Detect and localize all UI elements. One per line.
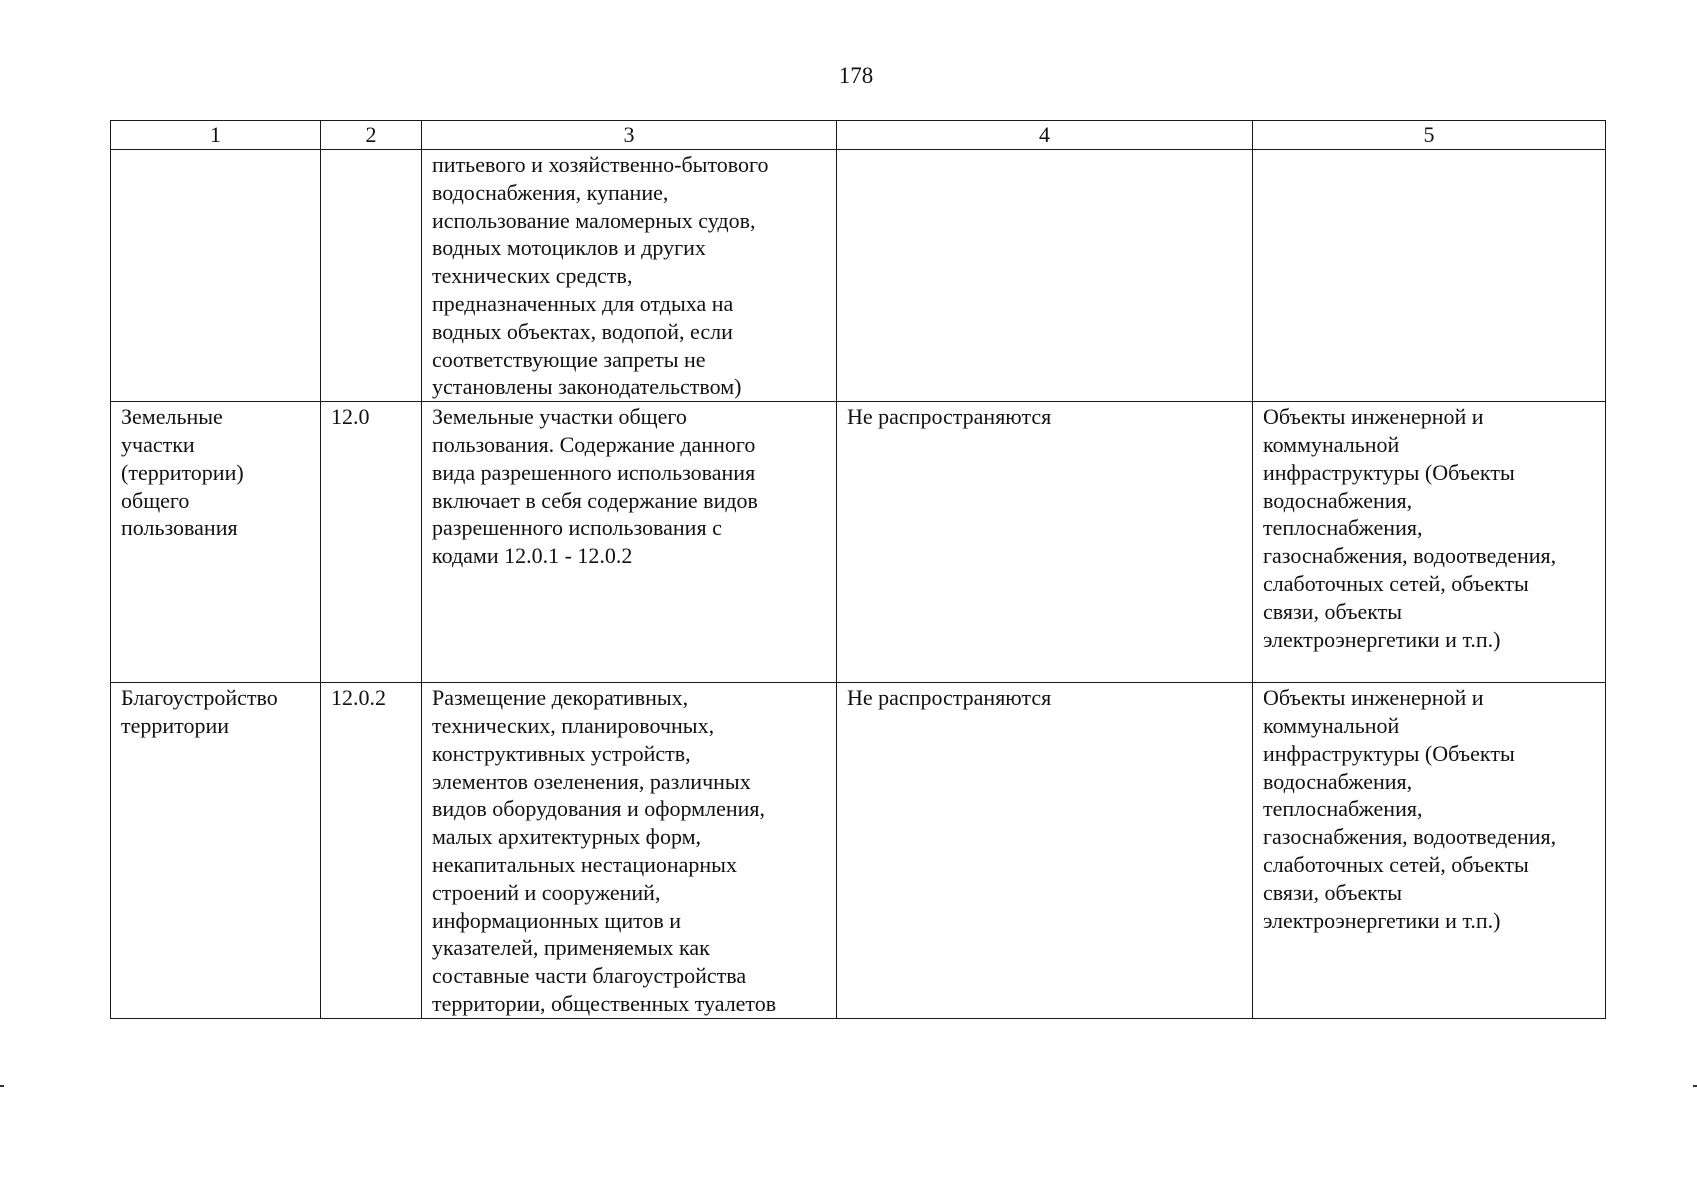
use-type-description: Размещение декоративных, технических, планировочных, конструктивных устройств, элементов озеленения, различных видов оборудования и оформления, малых архитектурных форм, некапитальных нестационарных строений и сооружений, информационных щитов и указателей, применяемых как составные части благоустройства территории, общественных туалетов xyxy=(432,685,777,1016)
table-cell xyxy=(111,402,321,683)
table-cell xyxy=(837,683,1253,1019)
page-number: 178 xyxy=(838,63,874,88)
table-cell xyxy=(1253,683,1606,1019)
land-use-table xyxy=(110,120,1606,1019)
scan-edge-mark-left xyxy=(0,1085,4,1087)
use-type-code: 12.0.2 xyxy=(331,685,386,711)
use-type-name: Благоустройство территории xyxy=(121,685,278,738)
infrastructure-objects-text: Объекты инженерной и коммунальной инфраструктуры (Объекты водоснабжения, теплоснабжения, газоснабжения, водоотведения, слаботочных сетей, объекты связи, объекты электроэнергетики и т.п.) xyxy=(1263,685,1557,933)
continued-description: питьевого и хозяйственно-бытового водоснабжения, купание, использование маломерных судов, водных мотоциклов и других технических средств, предназначенных для отдыха на водных объектах, водопой, если соответствующие запреты не установлены законодательством) xyxy=(432,152,769,400)
column-header-1: 1 xyxy=(111,121,321,150)
use-type-name: Земельные участки (территории) общего пользования xyxy=(121,404,244,541)
header-row xyxy=(111,121,1606,150)
table-cell xyxy=(422,683,837,1019)
table-cell xyxy=(1253,402,1606,683)
table-cell xyxy=(111,683,321,1019)
restrictions-text: Не распространяются xyxy=(847,404,1052,430)
column-header-5: 5 xyxy=(1253,121,1606,150)
scan-edge-mark-right xyxy=(1693,1085,1697,1087)
column-header-2: 2 xyxy=(321,121,422,150)
use-type-description: Земельные участки общего пользования. Содержание данного вида разрешенного использования включает в себя содержание видов разрешенного использования с кодами 12.0.1 - 12.0.2 xyxy=(432,404,758,569)
table-cell xyxy=(321,150,422,402)
restrictions-text: Не распространяются xyxy=(847,685,1052,711)
table-cell xyxy=(422,150,837,402)
table-cell xyxy=(422,402,837,683)
column-header-3: 3 xyxy=(422,121,837,150)
table-cell xyxy=(111,150,321,402)
table-row xyxy=(111,683,1606,1019)
column-header-4: 4 xyxy=(837,121,1253,150)
table-row xyxy=(111,150,1606,402)
table-cell xyxy=(321,402,422,683)
use-type-code: 12.0 xyxy=(331,404,370,430)
table-cell xyxy=(1253,150,1606,402)
infrastructure-objects-text: Объекты инженерной и коммунальной инфраструктуры (Объекты водоснабжения, теплоснабжения, газоснабжения, водоотведения, слаботочных сетей, объекты связи, объекты электроэнергетики и т.п.) xyxy=(1263,404,1557,652)
table-cell xyxy=(837,402,1253,683)
table-cell xyxy=(837,150,1253,402)
table-cell xyxy=(321,683,422,1019)
table-row xyxy=(111,402,1606,683)
